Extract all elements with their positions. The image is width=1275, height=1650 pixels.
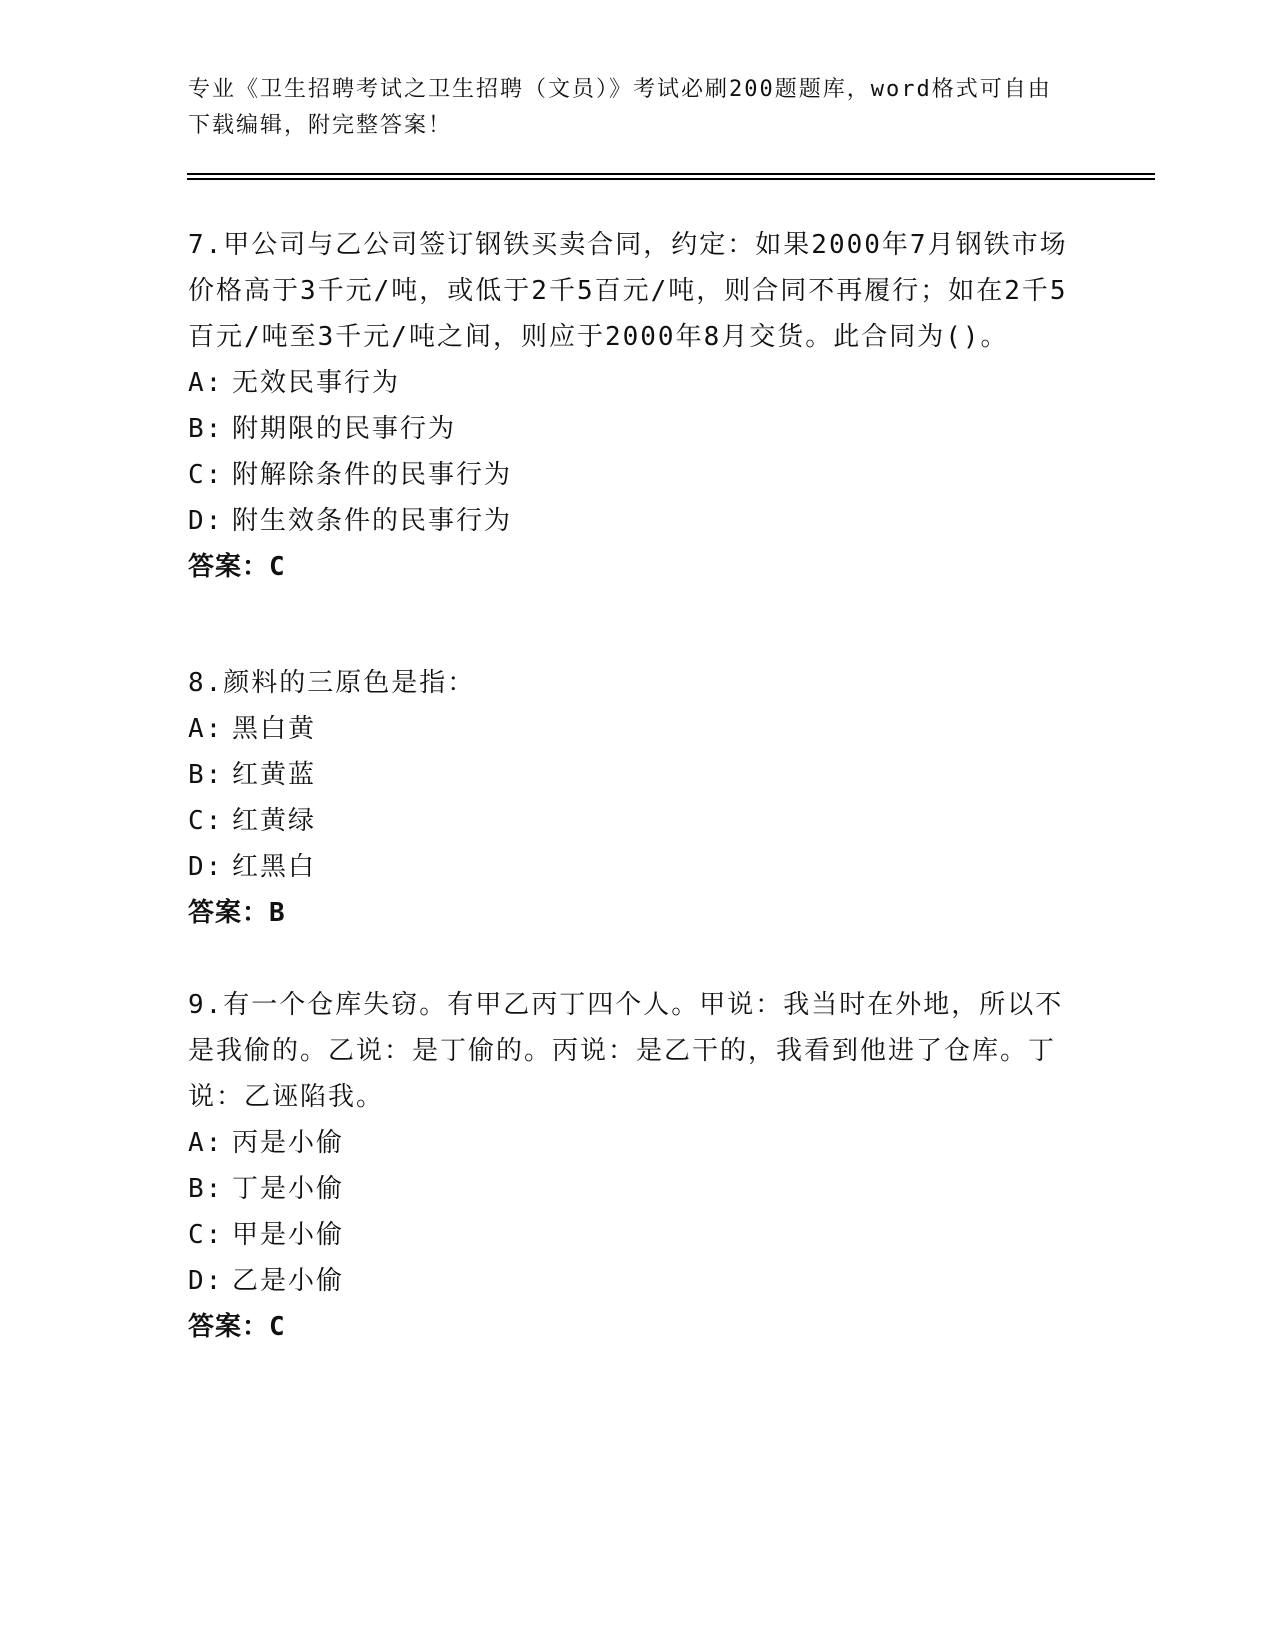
option-text: 附生效条件的民事行为 (232, 506, 513, 536)
option-text: 附解除条件的民事行为 (232, 460, 513, 490)
option-b (188, 406, 1068, 452)
question-8 (188, 660, 1088, 936)
option-d (188, 1258, 1068, 1304)
question-stem: 8.颜料的三原色是指： (188, 668, 476, 698)
option-d (188, 844, 1088, 890)
option-a (188, 1120, 1068, 1166)
option-text: 红黑白 (232, 852, 317, 882)
option-letter: C: (188, 1220, 224, 1250)
answer: 答案：B (188, 898, 286, 928)
option-letter: D: (188, 506, 224, 536)
answer: 答案：C (188, 552, 286, 582)
option-letter: A: (188, 714, 224, 744)
option-a (188, 360, 1068, 406)
option-b (188, 752, 1088, 798)
option-text: 黑白黄 (232, 714, 317, 744)
option-text: 丙是小偷 (232, 1128, 345, 1158)
option-letter: C: (188, 806, 224, 836)
option-d (188, 498, 1068, 544)
option-letter: D: (188, 1266, 224, 1296)
option-c (188, 1212, 1068, 1258)
option-text: 乙是小偷 (232, 1266, 345, 1296)
question-7 (188, 222, 1068, 590)
question-stem: 9.有一个仓库失窃。有甲乙丙丁四个人。甲说：我当时在外地，所以不是我偷的。乙说：是丁偷的。丙说：是乙干的，我看到他进了仓库。丁说：乙诬陷我。 (188, 990, 1064, 1112)
option-text: 甲是小偷 (232, 1220, 345, 1250)
option-text: 丁是小偷 (232, 1174, 345, 1204)
option-b (188, 1166, 1068, 1212)
option-letter: B: (188, 414, 224, 444)
answer: 答案：C (188, 1312, 286, 1342)
question-9 (188, 982, 1068, 1350)
option-text: 无效民事行为 (232, 368, 401, 398)
option-letter: A: (188, 368, 224, 398)
header-divider-bottom (187, 178, 1155, 180)
option-letter: A: (188, 1128, 224, 1158)
option-letter: C: (188, 460, 224, 490)
header-divider-top (187, 173, 1155, 175)
document-intro: 专业《卫生招聘考试之卫生招聘（文员）》考试必刷200题题库，word格式可自由下载编辑，附完整答案！ (188, 77, 1052, 138)
option-text: 附期限的民事行为 (232, 414, 457, 444)
option-text: 红黄蓝 (232, 760, 317, 790)
option-c (188, 798, 1088, 844)
option-letter: B: (188, 760, 224, 790)
option-letter: D: (188, 852, 224, 882)
question-stem: 7.甲公司与乙公司签订钢铁买卖合同，约定：如果2000年7月钢铁市场价格高于3千元/吨，或低于2千5百元/吨，则合同不再履行；如在2千5百元/吨至3千元/吨之间，则应于2000年8月交货。此合同为()。 (188, 230, 1068, 352)
option-a (188, 706, 1088, 752)
option-letter: B: (188, 1174, 224, 1204)
option-c (188, 452, 1068, 498)
option-text: 红黄绿 (232, 806, 317, 836)
